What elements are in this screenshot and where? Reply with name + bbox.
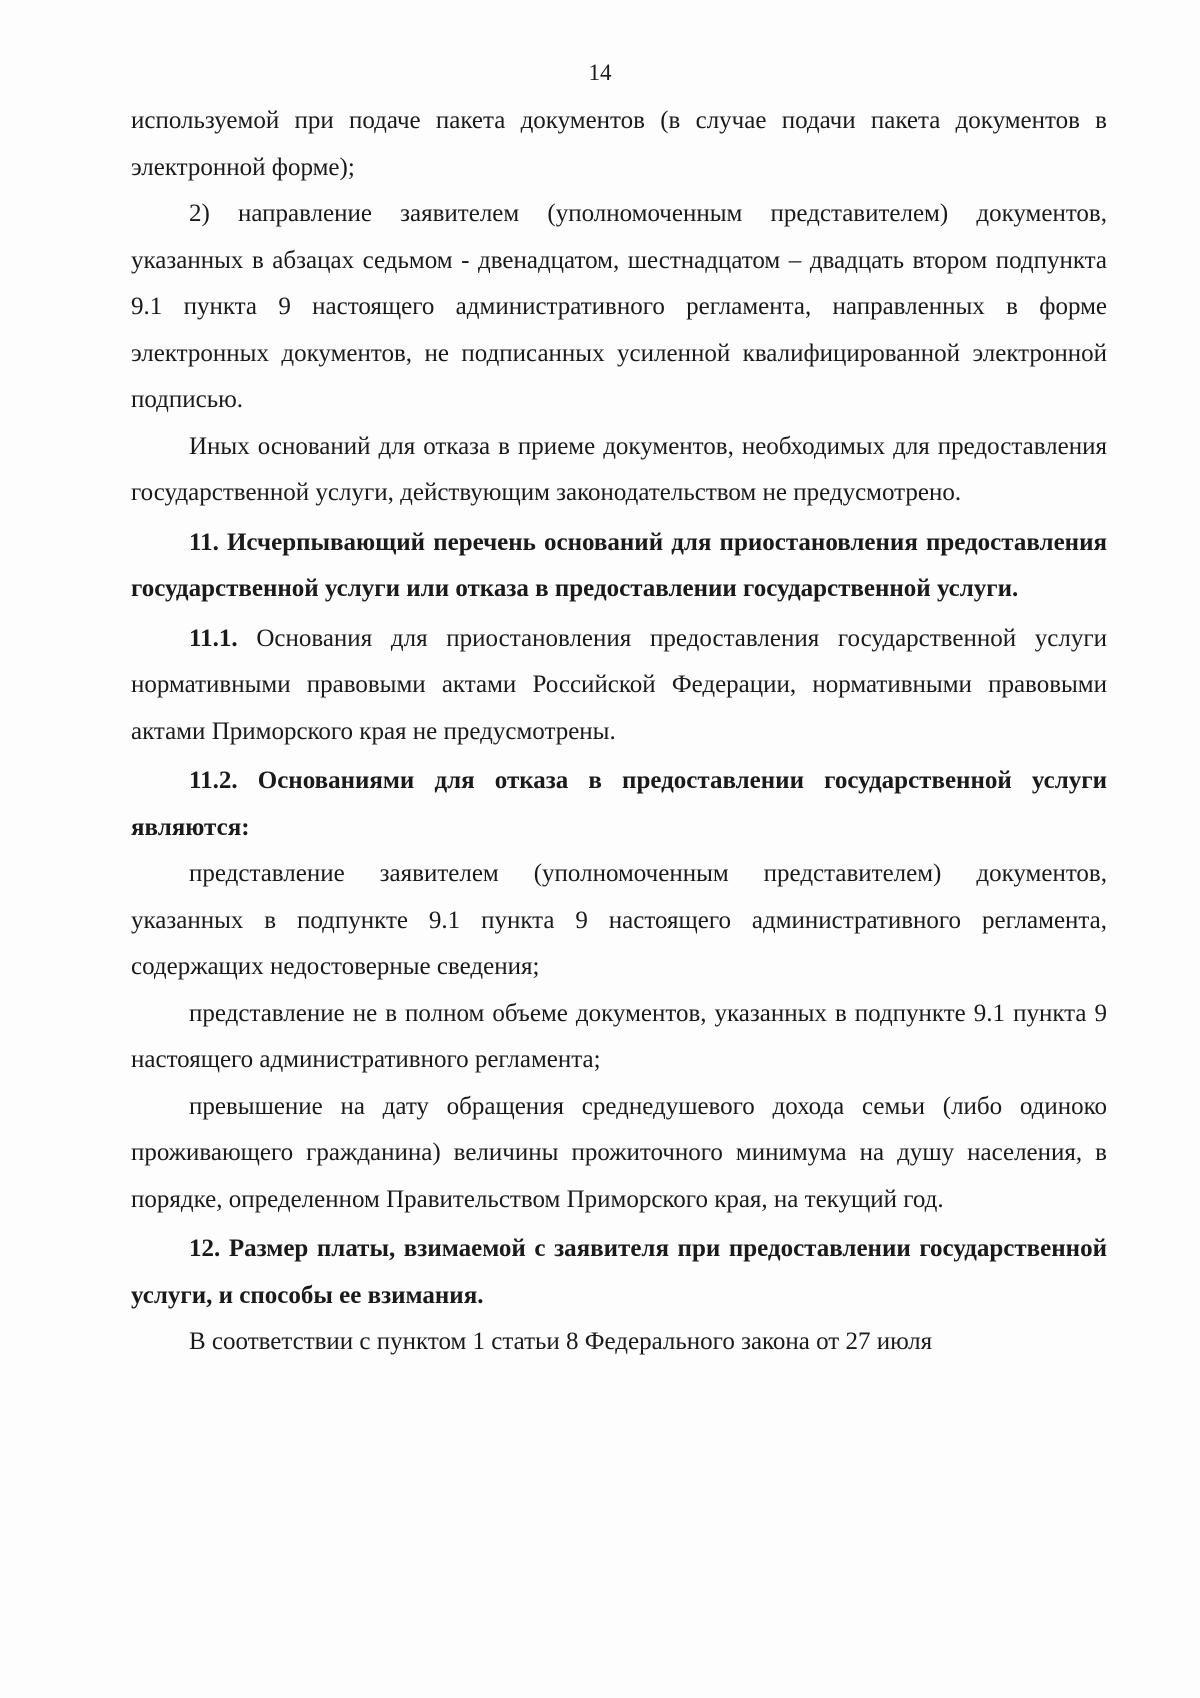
page-number: 14 (588, 60, 612, 85)
list-item-unreliable-info: представление заявителем (уполномоченным представителем) документов, указанных в подпункте 9.1 пункта 9 настоящего административного регламента, содержащих недостоверные сведения; (131, 860, 1107, 980)
section-heading-11: 11. Исчерпывающий перечень оснований для приостановления предоставления государственной услуги или отказа в предоставлении государственной услуги. (131, 528, 1107, 602)
paragraph-number: 11.1. (189, 624, 238, 652)
document-body (131, 98, 1107, 1366)
paragraph-text: Основания для приостановления предоставления государственной услуги нормативными правовыми актами Российской Федерации, нормативными правовыми актами Приморского края не предусмотрены. (131, 624, 1107, 745)
paragraph-continuation: используемой при подаче пакета документов (в случае подачи пакета документов в электронной форме); (131, 107, 1107, 181)
paragraph-11-1 (131, 616, 1107, 756)
paragraph-11-2-heading: 11.2. Основаниями для отказа в предоставлении государственной услуги являются: (131, 767, 1107, 841)
list-item-income-exceeds-minimum: превышение на дату обращения среднедушевого дохода семьи (либо одиноко проживающего гражданина) величины прожиточного минимума на душу населения, в порядке, определенном Правительством Приморского края, на текущий год. (131, 1092, 1107, 1213)
paragraph-fee-basis: В соответствии с пунктом 1 статьи 8 Федерального закона от 27 июля (189, 1328, 933, 1355)
list-item-incomplete-documents: представление не в полном объеме документов, указанных в подпункте 9.1 пункта 9 настоящего административного регламента; (131, 999, 1107, 1073)
section-heading-12: 12. Размер платы, взимаемой с заявителя при предоставлении государственной услуги, и способы ее взимания. (131, 1235, 1107, 1309)
paragraph-item-2: 2) направление заявителем (уполномоченным представителем) документов, указанных в абзацах седьмом - двенадцатом, шестнадцатом – двадцать втором подпункта 9.1 пункта 9 настоящего административного регламента, направленных в форме электронных документов, не подписанных усиленной квалифицированной электронной подписью. (131, 200, 1107, 413)
paragraph-no-other-grounds: Иных оснований для отказа в приеме документов, необходимых для предоставления государственной услуги, действующим законодательством не предусмотрено. (131, 432, 1107, 506)
